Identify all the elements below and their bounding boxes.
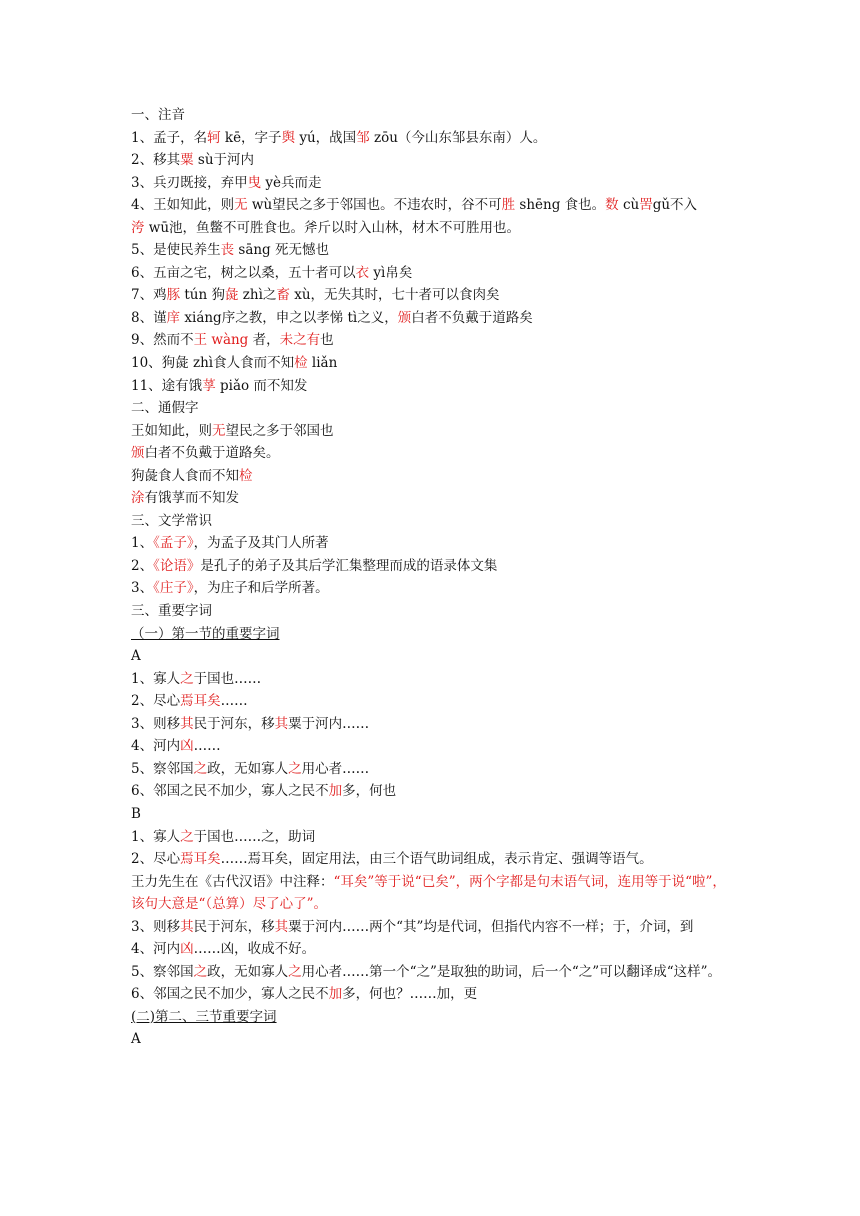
text-segment: 政，无如寡人 xyxy=(207,760,289,777)
text-line xyxy=(131,713,731,736)
highlighted-text: 邹 xyxy=(356,129,370,146)
text-line xyxy=(131,668,731,691)
highlighted-text: 焉耳矣 xyxy=(180,693,221,710)
text-segment: 5、察邻国 xyxy=(131,760,194,777)
highlighted-text: 其 xyxy=(180,715,194,732)
text-segment: 11、途有饿 xyxy=(131,377,203,394)
highlighted-text: 数 xyxy=(605,197,619,214)
highlighted-text: 无 xyxy=(212,422,226,439)
text-segment: 用心者…… xyxy=(301,760,370,777)
text-segment: 2、移其 xyxy=(131,152,181,169)
text-line xyxy=(131,510,731,533)
text-segment: 白者不负戴于道路矣 xyxy=(411,309,533,326)
text-segment: yè兵而走 xyxy=(261,174,322,191)
text-segment: 王如知此，则 xyxy=(131,422,212,439)
text-segment: 3、 xyxy=(131,580,154,597)
text-segment: A xyxy=(131,1031,141,1048)
text-segment: …… xyxy=(220,693,248,710)
text-segment: 多，何也 xyxy=(342,783,397,800)
highlighted-text: 之 xyxy=(180,828,194,845)
highlighted-text: 《论语》 xyxy=(153,557,201,574)
text-line xyxy=(131,465,731,488)
text-segment: 二、通假字 xyxy=(131,400,199,417)
highlighted-text: 洿 xyxy=(131,219,145,236)
document-body xyxy=(131,104,731,1051)
highlighted-text: 王 wàng xyxy=(193,332,249,349)
text-segment: 于国也…… xyxy=(193,670,262,687)
text-segment: 有饿莩而不知发 xyxy=(144,490,239,507)
text-segment: 5、是使民养生 xyxy=(131,242,221,259)
text-segment: 6、邻国之民不加少，寡人之民不 xyxy=(131,986,329,1003)
text-segment: ，为庄子和后学所著。 xyxy=(193,580,329,597)
text-segment: 粟于河内…… xyxy=(288,715,370,732)
text-segment: （一）第一节的重要字词 xyxy=(131,625,280,642)
text-segment: 1、孟子，名 xyxy=(131,129,208,146)
highlighted-text: 胜 xyxy=(501,197,516,214)
highlighted-text: 丧 xyxy=(220,242,235,259)
text-line xyxy=(131,284,731,307)
text-segment: 5、察邻国 xyxy=(131,963,194,980)
text-segment: 6、邻国之民不加少，寡人之民不 xyxy=(131,783,329,800)
text-line xyxy=(131,172,731,195)
text-segment: 10、狗彘 zhì食人食而不知 xyxy=(131,355,295,372)
text-segment: 白者不负戴于道路矣。 xyxy=(144,445,280,462)
text-segment: 多，何也？……加，更 xyxy=(342,986,478,1003)
highlighted-text: 之 xyxy=(193,963,208,980)
text-line xyxy=(131,194,731,217)
highlighted-text: 检 xyxy=(239,467,253,484)
highlighted-text: 轲 xyxy=(207,129,221,146)
text-segment: shēng 食也。 xyxy=(515,197,606,214)
text-line xyxy=(131,803,731,826)
text-segment: sù于河内 xyxy=(193,152,255,169)
highlighted-text: 《庄子》 xyxy=(153,580,194,597)
text-segment: 2、尽心 xyxy=(131,693,181,710)
highlighted-text: 彘 xyxy=(225,287,239,304)
text-segment: sāng 死无憾也 xyxy=(234,242,329,259)
text-line xyxy=(131,127,731,150)
text-segment: 民于河东，移 xyxy=(193,715,275,732)
highlighted-text: 之 xyxy=(288,963,302,980)
text-segment: 6、五亩之宅，树之以桑，五十者可以 xyxy=(131,264,356,281)
highlighted-text: 罟 xyxy=(639,197,653,214)
highlighted-text: 其 xyxy=(180,918,194,935)
text-segment: zōu（今山东邹县东南）人。 xyxy=(369,129,547,146)
text-segment: 3、则移 xyxy=(131,715,181,732)
highlighted-text: 衣 xyxy=(355,264,370,281)
highlighted-text: 涂 xyxy=(131,490,145,507)
text-line xyxy=(131,780,731,803)
text-segment: A xyxy=(131,648,141,665)
text-segment: 一、注音 xyxy=(131,107,185,123)
text-segment: 者， xyxy=(248,332,280,349)
text-segment: 是孔子的弟子及其后学汇集整理而成的语录体文集 xyxy=(200,557,498,574)
text-line xyxy=(131,577,731,600)
text-segment: 政，无如寡人 xyxy=(207,963,289,980)
highlighted-text: 豚 xyxy=(166,287,181,304)
text-segment: liǎn xyxy=(307,355,338,372)
highlighted-text: 之 xyxy=(288,760,302,777)
text-line xyxy=(131,758,731,781)
text-segment: ，为孟子及其门人所著 xyxy=(193,535,329,552)
text-segment: 9、然而不 xyxy=(131,332,194,349)
text-line xyxy=(131,916,731,939)
text-segment: 1、寡人 xyxy=(131,828,181,845)
text-line xyxy=(131,397,731,420)
text-segment: 民于河东，移 xyxy=(193,918,275,935)
text-segment: 4、王如知此，则 xyxy=(131,197,235,214)
highlighted-text: 凶 xyxy=(180,738,194,755)
text-line xyxy=(131,239,731,262)
text-segment: 粟于河内……两个“其”均是代词，但指代内容不一样；于，介词，到 xyxy=(288,918,694,935)
highlighted-text: 凶 xyxy=(180,941,194,958)
highlighted-text: 未之有 xyxy=(279,332,321,349)
text-line xyxy=(131,262,731,285)
highlighted-text: 焉耳矣 xyxy=(180,851,221,868)
text-segment: 3、兵刃既接，弃甲 xyxy=(131,174,248,191)
text-segment: 望民之多于邻国也 xyxy=(225,422,334,439)
highlighted-text: 畜 xyxy=(276,287,290,304)
text-segment: 王力先生在《古代汉语》中注释： xyxy=(131,873,334,890)
text-line xyxy=(131,442,731,465)
text-line xyxy=(131,961,731,984)
highlighted-text: 加 xyxy=(328,783,343,800)
highlighted-text: “耳矣”等于说“已矣”，两个字都是句末语气词，连用等于说“啦”，该句大意是“（总算）尽了心了”。 xyxy=(131,873,726,913)
text-line xyxy=(131,352,731,375)
text-line xyxy=(131,555,731,578)
text-segment: 4、河内 xyxy=(131,941,181,958)
highlighted-text: 加 xyxy=(328,986,343,1003)
text-segment: 1、寡人 xyxy=(131,670,181,687)
text-line xyxy=(131,871,731,916)
text-line xyxy=(131,375,731,398)
text-segment: 3、则移 xyxy=(131,918,181,935)
text-line xyxy=(131,420,731,443)
text-segment: wù望民之多于邻国也。不违农时，谷不可 xyxy=(247,197,502,214)
text-line xyxy=(131,329,731,352)
text-line xyxy=(131,645,731,668)
text-line xyxy=(131,1006,731,1029)
text-line xyxy=(131,532,731,555)
highlighted-text: 庠 xyxy=(166,309,181,326)
text-line xyxy=(131,487,731,510)
highlighted-text: 其 xyxy=(274,918,289,935)
highlighted-text: 之 xyxy=(193,760,208,777)
text-segment: 2、 xyxy=(131,557,154,574)
text-segment: cù xyxy=(618,197,640,214)
text-line xyxy=(131,848,731,871)
text-line xyxy=(131,826,731,849)
highlighted-text: 舆 xyxy=(281,129,296,146)
text-segment: ……凶，收成不好。 xyxy=(193,941,316,958)
highlighted-text: 曳 xyxy=(247,174,262,191)
highlighted-text: 莩 xyxy=(202,377,216,394)
text-segment: kē，字子 xyxy=(220,129,282,146)
text-segment: 狗彘食人食而不知 xyxy=(131,467,239,484)
highlighted-text: 无 xyxy=(234,197,248,214)
text-segment: (二)第二、三节重要字词 xyxy=(131,1008,277,1025)
text-segment: 7、鸡 xyxy=(131,287,167,304)
highlighted-text: 之 xyxy=(180,670,194,687)
text-line xyxy=(131,623,731,646)
text-line xyxy=(131,104,731,127)
text-line xyxy=(131,690,731,713)
text-segment: wū池，鱼鳖不可胜食也。斧斤以时入山林，材木不可胜用也。 xyxy=(144,219,521,236)
highlighted-text: 粟 xyxy=(180,152,194,169)
highlighted-text: 检 xyxy=(294,355,308,372)
highlighted-text: 颁 xyxy=(397,309,412,326)
text-segment: yú，战国 xyxy=(295,129,357,146)
text-segment: zhì之 xyxy=(238,287,277,304)
text-segment: 用心者……第一个“之”是取独的助词，后一个“之”可以翻译成“这样”。 xyxy=(301,963,722,980)
text-line xyxy=(131,735,731,758)
text-segment: xiáng序之教，申之以孝悌 tì之义， xyxy=(180,309,398,326)
text-line xyxy=(131,600,731,623)
text-segment: xù，无失其时，七十者可以食肉矣 xyxy=(289,287,500,304)
text-segment: yì帛矣 xyxy=(369,264,413,281)
text-segment: 三、文学常识 xyxy=(131,512,212,529)
highlighted-text: 《孟子》 xyxy=(153,535,194,552)
text-segment: 2、尽心 xyxy=(131,851,181,868)
text-segment: 三、重要字词 xyxy=(131,603,212,620)
text-line xyxy=(131,217,731,240)
text-segment: gǔ不入 xyxy=(652,197,698,214)
text-line xyxy=(131,983,731,1006)
text-segment: piǎo 而不知发 xyxy=(215,377,308,394)
text-segment: tún 狗 xyxy=(180,287,225,304)
text-line xyxy=(131,149,731,172)
text-segment: 8、谨 xyxy=(131,309,167,326)
text-segment: …… xyxy=(193,738,221,755)
highlighted-text: 其 xyxy=(274,715,289,732)
text-segment: 1、 xyxy=(131,535,154,552)
text-line xyxy=(131,307,731,330)
text-segment: 于国也……之，助词 xyxy=(193,828,316,845)
text-line xyxy=(131,1028,731,1051)
text-segment: 也 xyxy=(320,332,334,349)
text-segment: ……焉耳矣，固定用法，由三个语气助词组成，表示肯定、强调等语气。 xyxy=(220,851,653,868)
text-line xyxy=(131,938,731,961)
text-segment: 4、河内 xyxy=(131,738,181,755)
text-segment: B xyxy=(131,805,141,822)
highlighted-text: 颁 xyxy=(131,445,145,462)
